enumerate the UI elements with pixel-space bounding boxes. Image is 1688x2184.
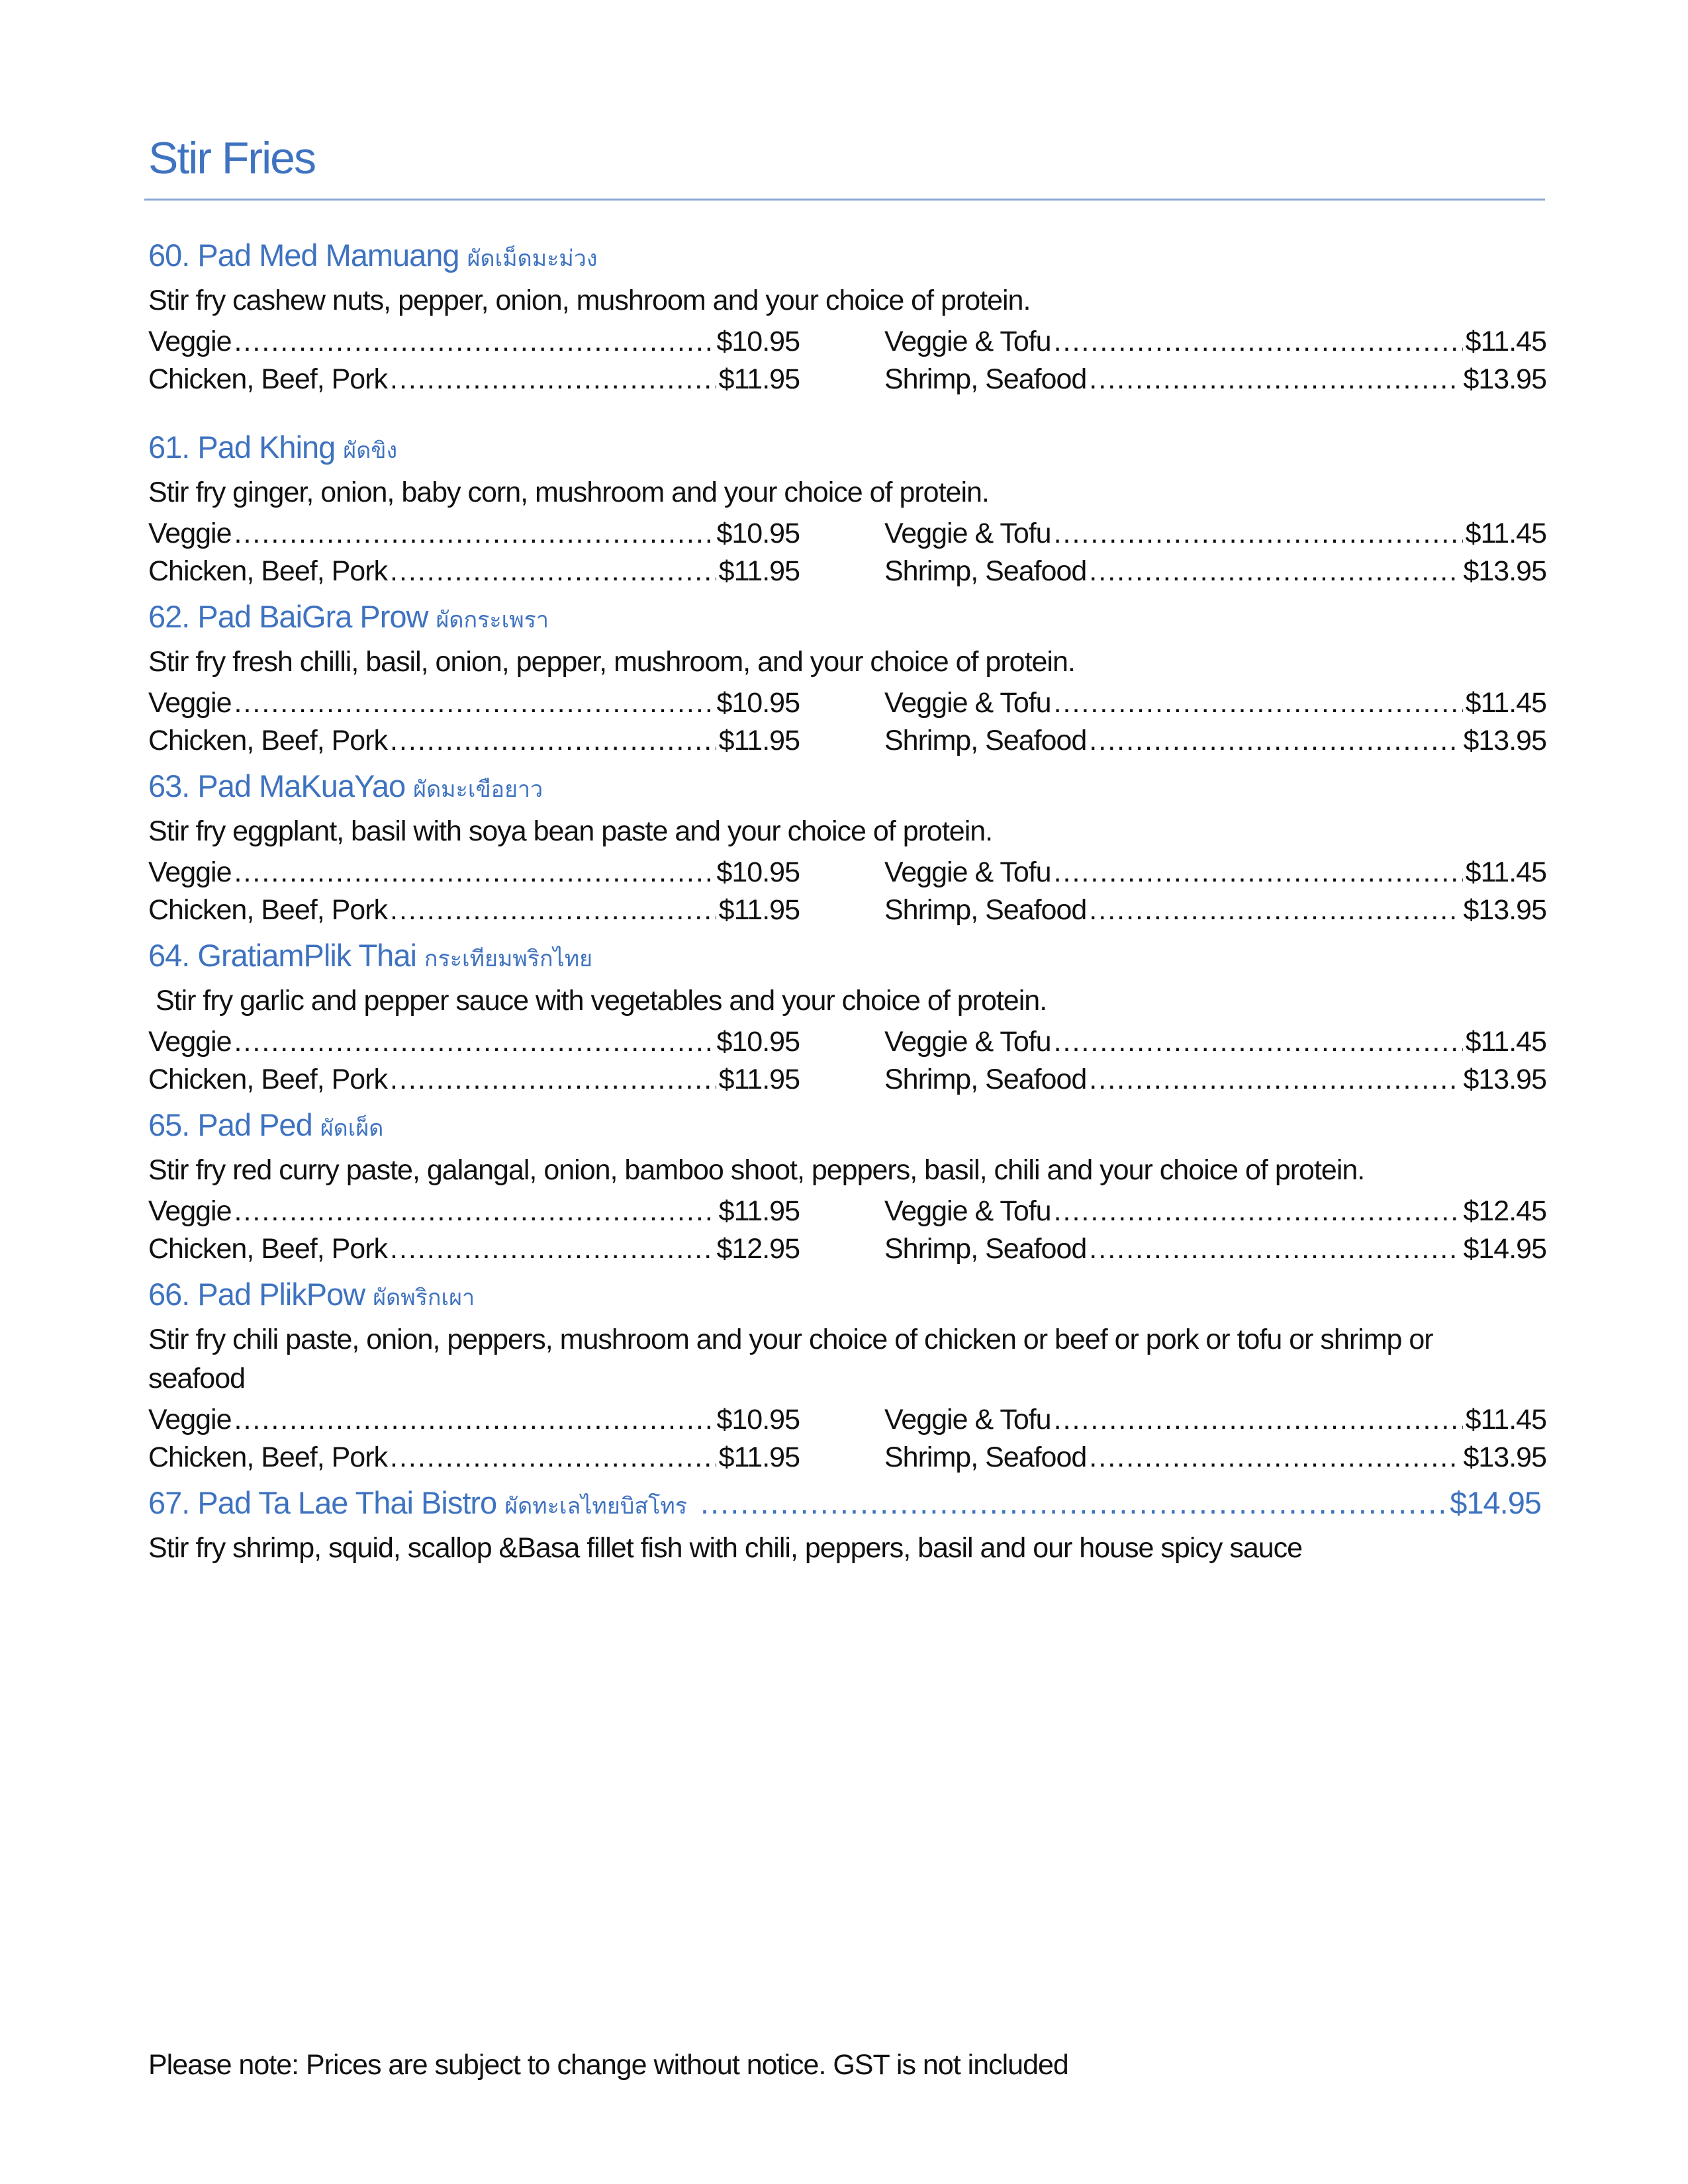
price-row [884,1401,1546,1439]
price-row [148,854,800,891]
item-name: 60. Pad Med Mamuang [148,238,459,273]
page-title: Stir Fries [148,133,315,183]
price-amount: $14.95 [1463,1233,1546,1265]
leader-dots [1089,553,1460,590]
price-label: Shrimp, Seafood [884,1233,1087,1265]
leader-dots [1054,515,1463,553]
item-thai-name: ผัดเผ็ด [320,1116,384,1141]
price-label: Veggie [148,1404,232,1435]
item-name: 65. Pad Ped [148,1107,312,1142]
price-amount: $11.95 [718,1064,800,1095]
menu-item [148,764,1546,929]
leader-dots [1054,1023,1463,1061]
price-label: Chicken, Beef, Pork [148,1064,388,1095]
item-name: 64. GratiamPlik Thai [148,938,416,973]
price-row [884,684,1546,722]
leader-dots [234,515,714,553]
price-amount: $14.95 [1450,1485,1541,1520]
price-amount: $13.95 [1463,363,1546,395]
item-name: 61. Pad Khing [148,430,336,465]
leader-dots [700,1480,1447,1525]
price-amount: $10.95 [716,856,800,888]
price-row [148,361,800,398]
leader-dots [390,1439,716,1477]
leader-dots [390,1230,714,1268]
price-amount: $11.95 [718,1195,800,1227]
price-label: Veggie & Tofu [884,1195,1051,1227]
price-label: Veggie & Tofu [884,1404,1051,1435]
item-heading [148,425,1541,473]
price-amount: $11.45 [1465,687,1546,719]
price-row [148,684,800,722]
item-description: Stir fry fresh chilli, basil, onion, pepper, mushroom, and your choice of protein. [148,646,1075,678]
item-thai-name: ผัดเม็ดมะม่วง [467,246,598,271]
price-row [884,1023,1546,1061]
price-amount: $10.95 [716,1404,800,1435]
item-heading [148,233,1541,281]
price-row [148,1439,800,1477]
leader-dots [1054,684,1463,722]
price-grid [148,1023,1546,1099]
menu-item [148,1103,1546,1268]
price-label: Veggie & Tofu [884,518,1051,549]
menu-item [148,1272,1546,1477]
price-label: Chicken, Beef, Pork [148,1233,388,1265]
leader-dots [234,854,714,891]
item-heading [148,594,1541,643]
price-label: Shrimp, Seafood [884,363,1087,395]
price-row [148,1401,800,1439]
price-amount: $11.45 [1465,326,1546,357]
price-row [884,854,1546,891]
price-row [148,1230,800,1268]
item-thai-name: ผัดกระเพรา [436,608,549,633]
price-amount: $12.45 [1463,1195,1546,1227]
price-amount: $11.95 [718,1441,800,1473]
leader-dots [390,361,716,398]
leader-dots [1089,891,1460,929]
leader-dots [1054,1401,1463,1439]
price-label: Chicken, Beef, Pork [148,725,388,756]
price-grid [148,854,1546,929]
leader-dots [390,722,716,760]
price-amount: $13.95 [1463,894,1546,926]
item-description: Stir fry garlic and pepper sauce with vegetables and your choice of protein. [148,985,1047,1017]
leader-dots [1054,323,1463,361]
item-description: Stir fry shrimp, squid, scallop &Basa fillet fish with chili, peppers, basil and our house spicy sauce [148,1532,1303,1564]
leader-dots [234,1193,716,1230]
price-amount: $11.95 [718,555,800,587]
price-amount: $11.95 [718,363,800,395]
item-thai-name: ผัดทะเลไทยบิสโทร [504,1494,688,1519]
price-amount: $13.95 [1463,1064,1546,1095]
item-heading [148,1103,1541,1151]
price-amount: $10.95 [716,687,800,719]
menu-list [148,233,1546,1568]
leader-dots [1089,1230,1460,1268]
price-row [884,515,1546,553]
item-description: Stir fry eggplant, basil with soya bean paste and your choice of protein. [148,815,993,847]
price-row [884,1230,1546,1268]
price-label: Veggie & Tofu [884,326,1051,357]
price-row [884,553,1546,590]
price-row [148,722,800,760]
leader-dots [234,323,714,361]
item-heading [148,764,1541,812]
leader-dots [1089,722,1460,760]
price-label: Veggie [148,1195,232,1227]
price-amount: $10.95 [716,518,800,549]
price-amount: $10.95 [716,326,800,357]
item-description: Stir fry cashew nuts, pepper, onion, mushroom and your choice of protein. [148,285,1031,316]
price-grid [148,323,1546,398]
leader-dots [234,1023,714,1061]
leader-dots [1054,854,1463,891]
price-amount: $11.95 [718,725,800,756]
item-thai-name: ผัดขิง [343,438,398,463]
price-row [884,722,1546,760]
price-label: Chicken, Beef, Pork [148,894,388,926]
item-heading [148,933,1541,981]
price-label: Veggie [148,1026,232,1058]
menu-item [148,594,1546,760]
price-amount: $11.45 [1465,1026,1546,1058]
price-label: Shrimp, Seafood [884,894,1087,926]
price-amount: $13.95 [1463,1441,1546,1473]
price-row [148,1193,800,1230]
item-thai-name: ผัดพริกเผา [373,1285,475,1310]
leader-dots [1089,361,1460,398]
price-grid [148,1401,1546,1477]
item-heading [148,1272,1541,1320]
leader-dots [234,1401,714,1439]
price-grid [148,1193,1546,1268]
menu-item-special [148,1480,1541,1568]
price-row [148,323,800,361]
footer-note: Please note: Prices are subject to change without notice. GST is not included [148,2049,1068,2081]
price-label: Shrimp, Seafood [884,725,1087,756]
item-description: Stir fry ginger, onion, baby corn, mushroom and your choice of protein. [148,477,989,508]
leader-dots [390,1061,716,1099]
menu-item [148,233,1546,398]
item-name: 62. Pad BaiGra Prow [148,599,428,634]
price-label: Chicken, Beef, Pork [148,363,388,395]
leader-dots [1054,1193,1461,1230]
menu-item [148,933,1546,1099]
price-grid [148,684,1546,760]
price-row [148,1061,800,1099]
price-label: Veggie [148,518,232,549]
item-thai-name: ผัดมะเขือยาว [413,777,543,802]
leader-dots [390,553,716,590]
item-heading [148,1480,1541,1529]
price-row [884,323,1546,361]
price-label: Veggie [148,856,232,888]
price-amount: $12.95 [716,1233,800,1265]
item-thai-name: กระเทียมพริกไทย [424,946,593,972]
price-amount: $10.95 [716,1026,800,1058]
item-name: 67. Pad Ta Lae Thai Bistro [148,1485,497,1520]
price-row [884,891,1546,929]
price-label: Shrimp, Seafood [884,1064,1087,1095]
price-amount: $13.95 [1463,725,1546,756]
price-row [148,515,800,553]
price-label: Shrimp, Seafood [884,1441,1087,1473]
price-label: Chicken, Beef, Pork [148,555,388,587]
price-label: Veggie [148,687,232,719]
menu-item [148,425,1546,590]
price-amount: $11.45 [1465,856,1546,888]
leader-dots [1089,1439,1460,1477]
price-row [884,361,1546,398]
price-row [148,1023,800,1061]
price-label: Veggie [148,326,232,357]
price-amount: $11.45 [1465,1404,1546,1435]
item-name: 66. Pad PlikPow [148,1277,365,1312]
price-amount: $13.95 [1463,555,1546,587]
price-row [884,1061,1546,1099]
price-amount: $11.45 [1465,518,1546,549]
item-description: Stir fry red curry paste, galangal, onion, bamboo shoot, peppers, basil, chili and your choice of protein. [148,1154,1365,1186]
price-grid [148,515,1546,590]
price-row [148,891,800,929]
leader-dots [1089,1061,1460,1099]
title-divider [144,199,1545,201]
price-amount: $11.95 [718,894,800,926]
price-row [884,1193,1546,1230]
leader-dots [234,684,714,722]
price-label: Veggie & Tofu [884,856,1051,888]
price-label: Chicken, Beef, Pork [148,1441,388,1473]
price-label: Veggie & Tofu [884,1026,1051,1058]
leader-dots [390,891,716,929]
item-name: 63. Pad MaKuaYao [148,768,406,803]
price-row [148,553,800,590]
price-row [884,1439,1546,1477]
price-label: Shrimp, Seafood [884,555,1087,587]
item-description: Stir fry chili paste, onion, peppers, mushroom and your choice of chicken or beef or pork or tofu or shrimp or seafood [148,1324,1433,1394]
price-label: Veggie & Tofu [884,687,1051,719]
